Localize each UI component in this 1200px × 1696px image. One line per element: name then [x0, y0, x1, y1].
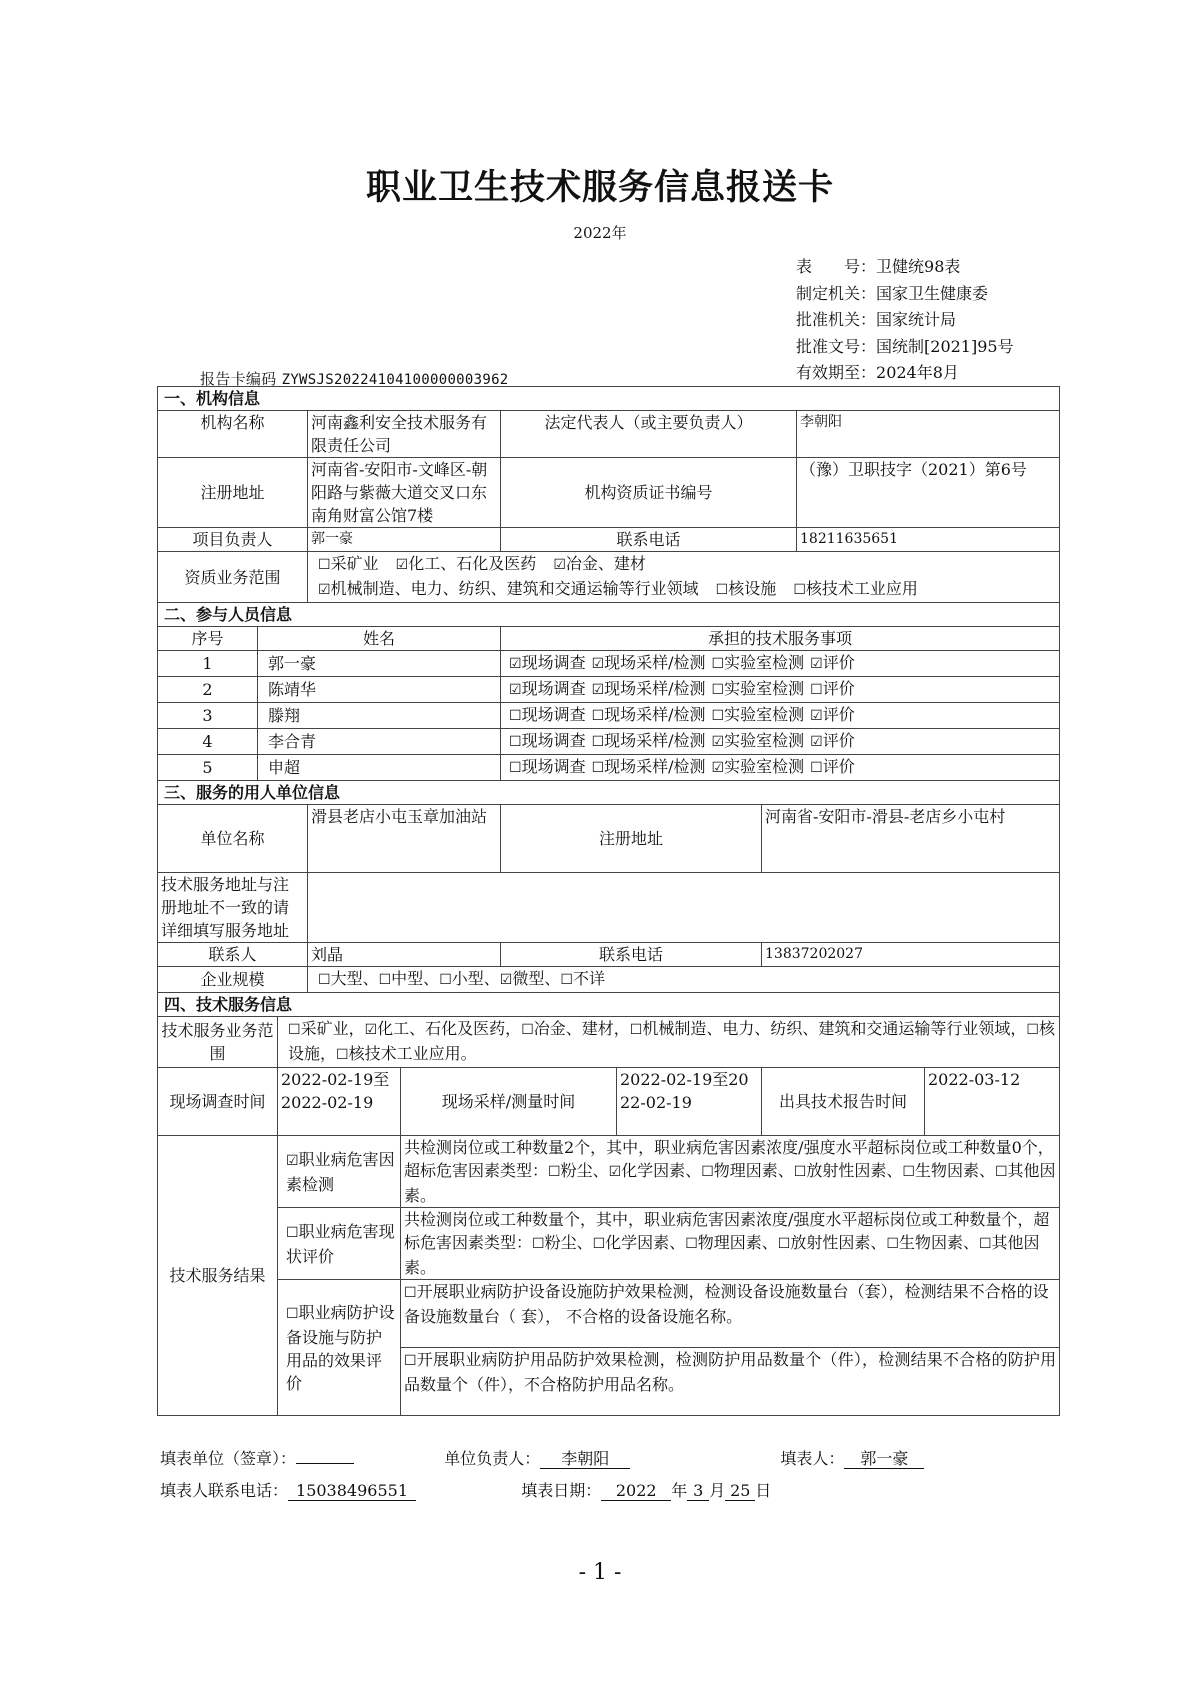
option-label: 现场采样/检测 — [604, 757, 706, 776]
factor-option[interactable] — [886, 1233, 963, 1252]
day-char: 日 — [755, 1481, 772, 1500]
factor-option[interactable] — [593, 1233, 670, 1252]
checkbox-icon[interactable]: ☐ — [532, 1236, 545, 1252]
staff-no: 5 — [158, 755, 258, 781]
option-label: 核设施 — [288, 1019, 1055, 1063]
meta-value: 2024年8月 — [876, 363, 959, 382]
service-item-option[interactable] — [810, 679, 855, 698]
checkbox-icon[interactable]: ☐ — [793, 1164, 807, 1180]
legal-rep-value: 李朝阳 — [797, 411, 1060, 458]
qual-scope-option[interactable] — [716, 579, 777, 598]
staff-service-items — [501, 677, 1060, 703]
result-name: 职业病防护设备设施与防护用品的效果评价 — [286, 1302, 395, 1393]
meta-label: 批准机关： — [796, 310, 877, 329]
checkbox-icon[interactable]: ☐ — [810, 682, 823, 698]
option-label: 放射性因素 — [806, 1161, 887, 1180]
checkbox-icon[interactable]: ☑ — [711, 760, 725, 776]
result-name: 职业病危害现状评价 — [286, 1221, 395, 1266]
checkbox-icon[interactable]: ☑ — [608, 1164, 622, 1180]
option-label: 实验室检测 — [724, 705, 805, 724]
option-label: 核技术工业应用 — [348, 1044, 461, 1063]
sampling-time-label: 现场采样/测量时间 — [401, 1068, 617, 1136]
page-number: - 1 - — [578, 1560, 622, 1585]
result-text: 共检测岗位或工种数量个，其中，职业病危害因素浓度/强度水平超标岗位或工种数量个，超标危害因素类型： — [404, 1210, 1050, 1252]
service-scope-label: 技术服务业务范围 — [158, 1017, 278, 1068]
checkbox-icon[interactable]: ☐ — [318, 972, 331, 988]
option-label: 生物因素 — [898, 1233, 963, 1252]
staff-no: 1 — [158, 651, 258, 677]
factor-option[interactable] — [685, 1233, 762, 1252]
legal-rep-label: 法定代表人（或主要负责人） — [501, 411, 797, 458]
staff-row — [158, 703, 1060, 729]
service-scope-option[interactable] — [288, 1019, 349, 1038]
meta-row — [796, 281, 1014, 308]
checkbox-icon[interactable]: ☑ — [318, 582, 331, 598]
result-detail: 共检测岗位或工种数量2个，其中，职业病危害因素浓度/强度水平超标岗位或工种数量0个，超标危害因素类型：☐粉尘、☑化学因素、☐物理因素、☐放射性因素、☐生物因素、☐其他因素。 — [401, 1136, 1060, 1208]
date-day-field[interactable]: 25 — [725, 1482, 755, 1501]
contact-label: 联系人 — [158, 943, 308, 967]
date-label: 填表日期： — [521, 1481, 602, 1500]
result-item-label — [278, 1280, 401, 1416]
checkbox-icon[interactable]: ☐ — [711, 656, 725, 672]
staff-name: 郭一豪 — [258, 651, 501, 677]
option-label: 其他因素 — [404, 1233, 1040, 1277]
staff-row — [158, 755, 1060, 781]
service-item-option[interactable] — [592, 705, 706, 724]
filler-field[interactable]: 郭一豪 — [844, 1450, 924, 1469]
service-scope-option[interactable] — [365, 1019, 506, 1038]
checkbox-icon[interactable]: ☑ — [395, 557, 409, 573]
staff-name: 滕翔 — [258, 703, 501, 729]
staff-service-items — [501, 703, 1060, 729]
meta-value: 国家卫生健康委 — [876, 283, 989, 303]
size-option[interactable]: ☐中型、 — [378, 969, 440, 988]
meta-value: 卫健统98表 — [876, 257, 961, 276]
pm-value: 郭一豪 — [308, 528, 501, 552]
filler-phone-label: 填表人联系电话： — [160, 1481, 289, 1500]
staff-service-items — [501, 651, 1060, 677]
option-label: 粉尘 — [544, 1233, 577, 1252]
option-label: 评价 — [822, 653, 855, 672]
option-label: 实验室检测 — [724, 731, 805, 750]
month-char: 月 — [709, 1481, 726, 1500]
option-label: 现场采样/检测 — [604, 731, 706, 750]
option-label: 核技术工业应用 — [805, 579, 918, 598]
checkbox-icon[interactable]: ☐ — [288, 1022, 301, 1038]
date-month-field[interactable]: 3 — [687, 1482, 709, 1501]
service-item-option[interactable] — [592, 653, 706, 672]
option-label: 实验室检测 — [724, 653, 805, 672]
org-phone-value: 18211635651 — [797, 528, 1060, 552]
checkbox-icon[interactable]: ☑ — [810, 708, 823, 724]
option-label: 评价 — [822, 731, 855, 750]
checkbox-icon[interactable]: ☐ — [711, 682, 725, 698]
survey-time-label: 现场调查时间 — [158, 1068, 278, 1136]
meta-label: 批准文号： — [796, 336, 877, 356]
report-form-table — [157, 386, 1060, 1416]
unit-phone-value: 13837202027 — [762, 943, 1060, 967]
option-label: 现场调查 — [521, 705, 586, 724]
report-time-value: 2022-03-12 — [925, 1068, 1060, 1136]
checkbox-icon[interactable]: ☐ — [701, 1164, 714, 1180]
org-phone-label: 联系电话 — [501, 528, 797, 552]
staff-name: 申超 — [258, 755, 501, 781]
result-text: 开展职业病防护设备设施防护效果检测，检测设备设施数量台（套），检测结果不合格的设备设施数量台（ 套）， 不合格的设备设施名称。 — [404, 1282, 1049, 1326]
option-label: 评价 — [822, 679, 855, 698]
checkbox-icon[interactable]: ☐ — [591, 760, 605, 776]
meta-row — [796, 360, 1014, 387]
service-addr-value[interactable] — [308, 873, 1060, 943]
pm-label: 项目负责人 — [158, 528, 308, 552]
report-time-label: 出具技术报告时间 — [762, 1068, 925, 1136]
card-no-value: ZYWSJS20224104100000003962 — [281, 372, 509, 388]
option-label: 其他因素 — [404, 1161, 1056, 1205]
checkbox-icon[interactable]: ☐ — [592, 1236, 606, 1252]
result-text: 共检测岗位或工种数量2个，其中，职业病危害因素浓度/强度水平超标岗位或工种数量0个，超标危害因素类型： — [404, 1138, 1054, 1180]
checkbox-icon[interactable]: ☐ — [715, 582, 729, 598]
option-label: 不详 — [572, 969, 605, 988]
option-label: 物理因素 — [697, 1233, 762, 1252]
option-label: 现场调查 — [521, 679, 586, 698]
checkbox-icon[interactable]: ☐ — [548, 1164, 561, 1180]
option-label: 机械制造、电力、纺织、建筑和交通运输等行业领域 — [330, 579, 699, 598]
service-item-option[interactable] — [509, 757, 586, 776]
service-addr-label: 技术服务地址与注册地址不一致的请详细填写服务地址 — [158, 873, 308, 943]
checkbox-icon[interactable]: ☐ — [793, 582, 806, 598]
option-label: 微型 — [512, 969, 545, 988]
card-no-label: 报告卡编码 — [200, 370, 277, 388]
cert-value: （豫）卫职技字（2021）第6号 — [797, 458, 1060, 528]
factor-option[interactable] — [902, 1161, 979, 1180]
service-item-option[interactable] — [509, 679, 586, 698]
service-scope-option[interactable] — [336, 1044, 461, 1063]
unit-name-label: 单位名称 — [158, 805, 308, 873]
checkbox-icon[interactable]: ☐ — [591, 734, 605, 750]
option-label: 物理因素 — [713, 1161, 778, 1180]
unit-sign-label: 填表单位（签章）： — [160, 1449, 297, 1468]
qual-scope-option[interactable] — [318, 554, 379, 573]
checkbox-icon[interactable]: ☑ — [711, 734, 725, 750]
service-item-option[interactable] — [592, 757, 706, 776]
qual-scope-option[interactable] — [318, 579, 699, 598]
unit-sign-field[interactable] — [296, 1463, 354, 1464]
option-label: 化工、石化及医药 — [408, 554, 537, 573]
meta-value: 国统制[2021]95号 — [876, 336, 1014, 356]
result-text: 开展职业病防护用品防护效果检测，检测防护用品数量个（件），检测结果不合格的防护用品数量个（件），不合格防护用品名称。 — [404, 1350, 1057, 1394]
checkbox-icon[interactable]: ☑ — [286, 1152, 299, 1169]
option-label: 化学因素 — [605, 1233, 670, 1252]
section-heading-service: 四、技术服务信息 — [158, 993, 1060, 1017]
service-scope-option[interactable] — [521, 1019, 614, 1038]
staff-row — [158, 729, 1060, 755]
contact-value: 刘晶 — [308, 943, 501, 967]
checkbox-icon[interactable]: ☑ — [364, 1022, 378, 1038]
service-item-option[interactable] — [810, 757, 855, 776]
size-option[interactable]: ☐大型、 — [318, 969, 379, 988]
footer-row-2 — [160, 1478, 771, 1501]
col-header-items: 承担的技术服务事项 — [501, 627, 1060, 651]
option-label: 实验室检测 — [724, 679, 805, 698]
checkbox-icon[interactable]: ☐ — [509, 760, 522, 776]
footer-row-1 — [160, 1446, 924, 1469]
factor-option[interactable] — [609, 1161, 686, 1180]
service-item-option[interactable] — [509, 705, 586, 724]
option-label: 现场采样/检测 — [604, 679, 706, 698]
col-header-name: 姓名 — [258, 627, 501, 651]
service-scope-option[interactable] — [630, 1019, 1011, 1038]
factor-option[interactable] — [794, 1161, 887, 1180]
checkbox-icon[interactable]: ☐ — [439, 972, 452, 988]
checkbox-icon[interactable]: ☐ — [978, 1236, 992, 1252]
option-label: 核设施 — [728, 579, 777, 598]
staff-rows — [158, 651, 1060, 781]
unit-head-field[interactable]: 李朝阳 — [540, 1450, 630, 1469]
option-label: 放射性因素 — [790, 1233, 871, 1252]
checkbox-icon[interactable]: ☐ — [404, 1353, 417, 1369]
option-label: 小型 — [451, 969, 484, 988]
document-title: 职业卫生技术服务信息报送卡 — [365, 168, 834, 208]
option-label: 化工、石化及医药 — [377, 1019, 506, 1038]
org-name-label: 机构名称 — [158, 411, 308, 458]
factor-option[interactable] — [778, 1233, 871, 1252]
qual-scope-option[interactable] — [793, 579, 918, 598]
checkbox-icon[interactable]: ☐ — [591, 708, 605, 724]
option-label: 现场调查 — [521, 731, 586, 750]
sampling-time-value: 2022-02-19至2022-02-19 — [617, 1068, 762, 1136]
checkbox-icon[interactable]: ☑ — [553, 557, 566, 573]
meta-row — [796, 254, 1014, 281]
option-label: 化学因素 — [621, 1161, 686, 1180]
report-year: 2022年 — [573, 224, 627, 242]
survey-time-value: 2022-02-19至2022-02-19 — [278, 1068, 401, 1136]
service-item-option[interactable] — [592, 731, 706, 750]
year-char: 年 — [671, 1481, 688, 1500]
result-name: 职业病危害因素检测 — [286, 1149, 395, 1194]
option-label: 冶金、建材 — [533, 1019, 614, 1038]
factor-option[interactable] — [532, 1233, 577, 1252]
option-label: 机械制造、电力、纺织、建筑和交通运输等行业领域 — [642, 1019, 1011, 1038]
size-option[interactable]: ☑微型、 — [499, 969, 561, 988]
checkbox-icon[interactable]: ☐ — [994, 1164, 1008, 1180]
checkbox-icon[interactable]: ☐ — [336, 1047, 349, 1063]
result-detail — [401, 1348, 1060, 1416]
unit-phone-label: 联系电话 — [501, 943, 762, 967]
option-label: 采矿业 — [300, 1019, 349, 1038]
section-heading-staff: 二、参与人员信息 — [158, 603, 1060, 627]
form-meta — [796, 254, 1014, 387]
checkbox-icon[interactable]: ☐ — [521, 1022, 534, 1038]
service-item-option[interactable] — [810, 705, 855, 724]
meta-row — [796, 334, 1014, 361]
option-label: 实验室检测 — [724, 757, 805, 776]
option-label: 现场采样/检测 — [604, 705, 706, 724]
factor-option[interactable] — [548, 1161, 593, 1180]
service-item-option[interactable] — [712, 705, 805, 724]
filler-phone-field[interactable]: 15038496551 — [288, 1482, 416, 1501]
meta-label: 表 号： — [796, 257, 877, 276]
size-option[interactable] — [560, 969, 605, 988]
service-scope-options: ☐采矿业，☑化工、石化及医药，☐冶金、建材，☐机械制造、电力、纺织、建筑和交通运输等行业领域，☐核设施，☐核技术工业应用。 — [278, 1017, 1060, 1068]
staff-service-items — [501, 755, 1060, 781]
qual-scope-options — [308, 552, 1060, 603]
staff-name: 李合青 — [258, 729, 501, 755]
staff-name: 陈靖华 — [258, 677, 501, 703]
option-label: 采矿业 — [330, 554, 379, 573]
result-detail: 共检测岗位或工种数量个，其中，职业病危害因素浓度/强度水平超标岗位或工种数量个，超标危害因素类型：☐粉尘、☐化学因素、☐物理因素、☐放射性因素、☐生物因素、☐其他因素。 — [401, 1208, 1060, 1280]
checkbox-icon[interactable]: ☑ — [810, 734, 823, 750]
unit-reg-addr-value: 河南省-安阳市-滑县-老店乡小屯村 — [762, 805, 1060, 873]
checkbox-icon[interactable]: ☐ — [711, 708, 725, 724]
qual-scope-option[interactable] — [396, 554, 537, 573]
staff-row — [158, 651, 1060, 677]
checkbox-icon[interactable]: ☐ — [777, 1236, 791, 1252]
option-label: 现场采样/检测 — [604, 653, 706, 672]
unit-head-label: 单位负责人： — [444, 1449, 541, 1468]
staff-row — [158, 677, 1060, 703]
checkbox-icon[interactable]: ☐ — [902, 1164, 915, 1180]
factor-option[interactable] — [701, 1161, 778, 1180]
staff-service-items — [501, 729, 1060, 755]
option-label: 中型 — [391, 969, 424, 988]
checkbox-icon[interactable]: ☐ — [1026, 1022, 1039, 1038]
checkbox-icon[interactable]: ☑ — [509, 682, 522, 698]
option-label: 现场调查 — [521, 653, 586, 672]
service-item-option[interactable] — [810, 653, 855, 672]
option-label: 大型 — [330, 969, 363, 988]
service-item-option[interactable] — [509, 731, 586, 750]
reg-addr-label: 注册地址 — [158, 458, 308, 528]
meta-label: 有效期至： — [796, 363, 877, 382]
checkbox-icon[interactable]: ☐ — [509, 734, 522, 750]
service-item-option[interactable] — [712, 731, 805, 750]
service-item-option[interactable] — [712, 679, 805, 698]
qual-scope-label: 资质业务范围 — [158, 552, 308, 603]
checkbox-icon[interactable]: ☐ — [629, 1022, 643, 1038]
checkbox-icon[interactable]: ☐ — [404, 1285, 417, 1301]
result-item-label — [278, 1208, 401, 1280]
option-label: 评价 — [822, 757, 855, 776]
size-options — [308, 967, 1060, 993]
checkbox-icon[interactable]: ☑ — [591, 656, 605, 672]
checkbox-icon[interactable]: ☐ — [286, 1224, 299, 1241]
checkbox-icon[interactable]: ☐ — [685, 1236, 698, 1252]
col-header-no: 序号 — [158, 627, 258, 651]
checkbox-icon[interactable]: ☑ — [591, 682, 605, 698]
checkbox-icon[interactable]: ☑ — [509, 656, 522, 672]
result-detail — [401, 1280, 1060, 1348]
size-label: 企业规模 — [158, 967, 308, 993]
section-heading-employer: 三、服务的用人单位信息 — [158, 781, 1060, 805]
org-name-value: 河南鑫利安全技术服务有限责任公司 — [308, 411, 501, 458]
filler-label: 填表人： — [780, 1449, 845, 1468]
checkbox-icon[interactable]: ☑ — [499, 972, 513, 988]
checkbox-icon[interactable]: ☐ — [286, 1305, 299, 1322]
date-year-field[interactable]: 2022 — [601, 1482, 671, 1501]
checkbox-icon[interactable]: ☐ — [886, 1236, 899, 1252]
service-item-option[interactable] — [712, 757, 805, 776]
checkbox-icon[interactable]: ☑ — [810, 656, 823, 672]
service-item-option[interactable] — [810, 731, 855, 750]
checkbox-icon[interactable]: ☐ — [560, 972, 573, 988]
option-label: 冶金、建材 — [565, 554, 646, 573]
checkbox-icon[interactable]: ☐ — [509, 708, 522, 724]
cert-label: 机构资质证书编号 — [501, 458, 797, 528]
meta-row — [796, 307, 1014, 334]
unit-reg-addr-label: 注册地址 — [501, 805, 762, 873]
checkbox-icon[interactable]: ☐ — [318, 557, 331, 573]
meta-label: 制定机关： — [796, 283, 877, 303]
qual-scope-option[interactable] — [553, 554, 646, 573]
option-label: 生物因素 — [914, 1161, 979, 1180]
option-label: 现场调查 — [521, 757, 586, 776]
result-item-label — [278, 1136, 401, 1208]
section-heading-org: 一、机构信息 — [158, 387, 1060, 411]
staff-no: 4 — [158, 729, 258, 755]
option-label: 粉尘 — [560, 1161, 593, 1180]
service-item-option[interactable] — [509, 653, 586, 672]
meta-value: 国家统计局 — [876, 310, 957, 329]
checkbox-icon[interactable]: ☐ — [378, 972, 392, 988]
reg-addr-value: 河南省-安阳市-文峰区-朝阳路与紫薇大道交叉口东南角财富公馆7楼 — [308, 458, 501, 528]
checkbox-icon[interactable]: ☐ — [810, 760, 823, 776]
service-item-option[interactable] — [592, 679, 706, 698]
service-item-option[interactable] — [712, 653, 805, 672]
unit-name-value: 滑县老店小屯玉章加油站 — [308, 805, 501, 873]
option-label: 评价 — [822, 705, 855, 724]
staff-no: 2 — [158, 677, 258, 703]
size-option[interactable]: ☐小型、 — [439, 969, 500, 988]
staff-no: 3 — [158, 703, 258, 729]
results-label: 技术服务结果 — [158, 1136, 278, 1416]
